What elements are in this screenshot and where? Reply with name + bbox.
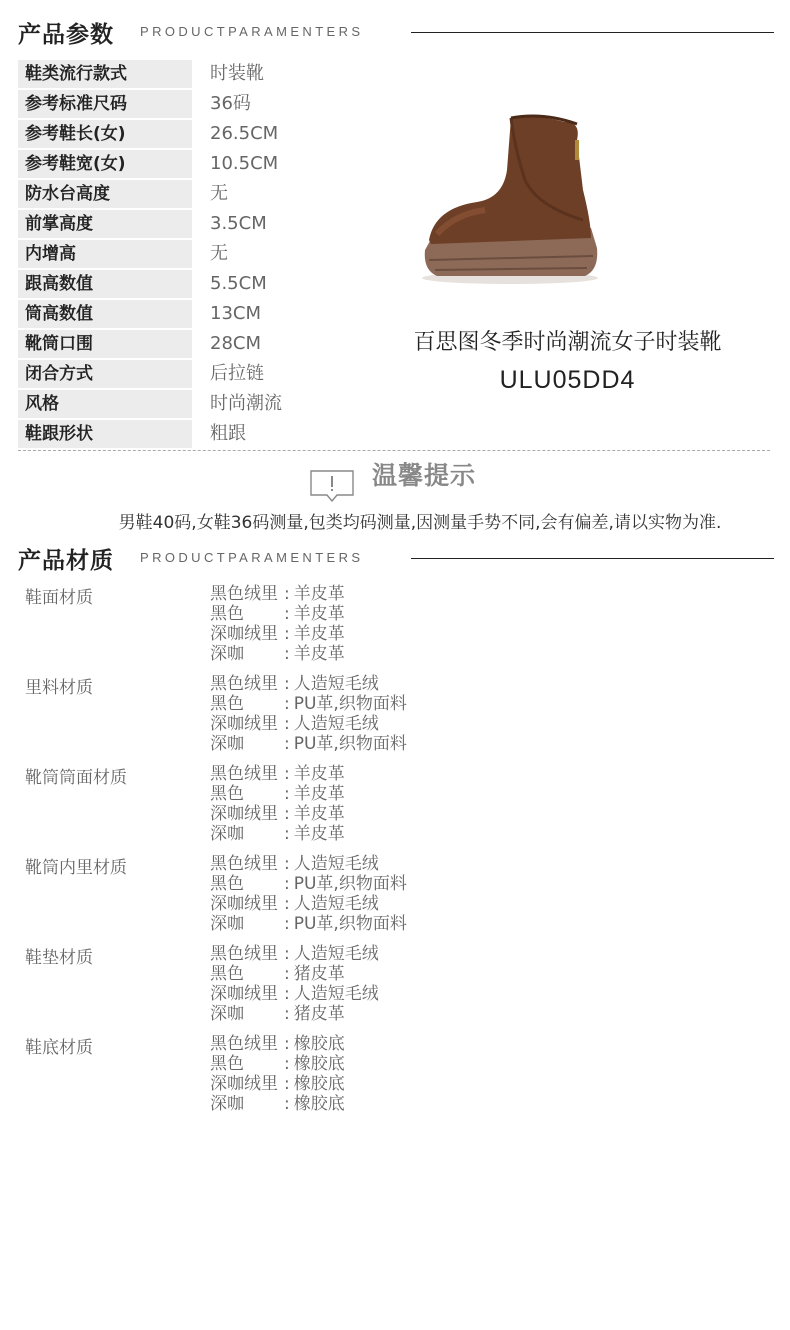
material-separator: : [284, 894, 290, 914]
material-separator: : [284, 764, 290, 784]
material-value: 橡胶底 [293, 1074, 345, 1094]
material-value: PU革,织物面料 [293, 694, 407, 714]
param-label: 闭合方式 [18, 360, 192, 388]
material-value: 羊皮革 [293, 604, 345, 624]
material-color: 深咖绒里 [210, 984, 278, 1004]
param-value: 28CM [210, 333, 262, 354]
material-value: 羊皮革 [293, 784, 345, 804]
notice-title: 温馨提示 [372, 461, 477, 490]
material-value: PU革,织物面料 [293, 914, 407, 934]
param-value: 无 [210, 243, 228, 264]
param-value: 后拉链 [210, 363, 264, 384]
material-label: 鞋底材质 [25, 1038, 93, 1058]
param-row [18, 270, 418, 298]
material-color: 深咖 [210, 644, 244, 664]
param-label: 风格 [18, 390, 192, 418]
material-color: 深咖绒里 [210, 714, 278, 734]
section-divider [411, 32, 774, 33]
material-line [210, 1094, 345, 1114]
param-value: 无 [210, 183, 228, 204]
material-line [210, 784, 345, 804]
material-value: 羊皮革 [293, 584, 345, 604]
section-title: 产品参数 [18, 22, 114, 48]
param-row [18, 240, 418, 268]
material-value: 人造短毛绒 [293, 674, 379, 694]
product-code: ULU05DD4 [499, 366, 636, 394]
param-label: 鞋跟形状 [18, 420, 192, 448]
material-color: 深咖 [210, 914, 244, 934]
material-separator: : [284, 804, 290, 824]
param-row [18, 180, 418, 208]
param-row [18, 120, 418, 148]
param-label: 内增高 [18, 240, 192, 268]
material-color: 黑色绒里 [210, 674, 278, 694]
material-line [210, 584, 345, 604]
section-header-params [0, 8, 790, 48]
material-line [210, 1004, 345, 1024]
material-line [210, 674, 379, 694]
param-label: 筒高数值 [18, 300, 192, 328]
material-value: PU革,织物面料 [293, 874, 407, 894]
param-value: 26.5CM [210, 123, 279, 144]
product-name: 百思图冬季时尚潮流女子时装靴 [413, 329, 722, 354]
param-row [18, 390, 418, 418]
material-color: 黑色绒里 [210, 944, 278, 964]
material-value: PU革,织物面料 [293, 734, 407, 754]
material-color: 深咖绒里 [210, 624, 278, 644]
material-color: 黑色 [210, 874, 244, 894]
material-line [210, 764, 345, 784]
param-label: 参考鞋长(女) [18, 120, 192, 148]
material-line [210, 1074, 345, 1094]
material-color: 深咖绒里 [210, 1074, 278, 1094]
material-value: 人造短毛绒 [293, 854, 379, 874]
material-separator: : [284, 624, 290, 644]
param-label: 靴筒口围 [18, 330, 192, 358]
param-label: 参考鞋宽(女) [18, 150, 192, 178]
material-label: 靴筒筒面材质 [25, 768, 127, 788]
param-row [18, 420, 418, 448]
section-title: 产品材质 [18, 548, 114, 574]
material-color: 黑色绒里 [210, 764, 278, 784]
material-separator: : [284, 1074, 290, 1094]
param-row [18, 300, 418, 328]
material-separator: : [284, 944, 290, 964]
material-value: 羊皮革 [293, 764, 345, 784]
material-line [210, 804, 345, 824]
param-label: 参考标准尺码 [18, 90, 192, 118]
param-label: 防水台高度 [18, 180, 192, 208]
param-label: 鞋类流行款式 [18, 60, 192, 88]
material-line [210, 714, 379, 734]
material-color: 黑色绒里 [210, 1034, 278, 1054]
material-value: 羊皮革 [293, 804, 345, 824]
material-value: 人造短毛绒 [293, 984, 379, 1004]
material-line [210, 874, 407, 894]
material-line [210, 944, 379, 964]
material-label: 鞋面材质 [25, 588, 93, 608]
material-separator: : [284, 694, 290, 714]
param-row [18, 360, 418, 388]
material-value: 人造短毛绒 [293, 714, 379, 734]
material-line [210, 854, 379, 874]
param-label: 跟高数值 [18, 270, 192, 298]
material-label: 里料材质 [25, 678, 93, 698]
material-line [210, 694, 407, 714]
param-row [18, 150, 418, 178]
material-separator: : [284, 784, 290, 804]
material-line [210, 894, 379, 914]
notice-text: 男鞋40码,女鞋36码测量,包类均码测量,因测量手势不同,会有偏差,请以实物为准. [118, 513, 722, 533]
material-value: 橡胶底 [293, 1034, 345, 1054]
material-value: 猪皮革 [293, 1004, 345, 1024]
material-separator: : [284, 964, 290, 984]
section-divider [411, 558, 774, 559]
material-separator: : [284, 644, 290, 664]
material-value: 橡胶底 [293, 1094, 345, 1114]
material-separator: : [284, 1034, 290, 1054]
material-line [210, 914, 407, 934]
speech-bubble-exclamation-icon [310, 470, 354, 502]
param-row [18, 90, 418, 118]
param-label: 前掌高度 [18, 210, 192, 238]
material-line [210, 604, 345, 624]
param-row [18, 210, 418, 238]
material-value: 羊皮革 [293, 824, 345, 844]
material-line [210, 984, 379, 1004]
material-value: 羊皮革 [293, 644, 345, 664]
material-separator: : [284, 1004, 290, 1024]
param-value: 13CM [210, 303, 262, 324]
material-color: 黑色 [210, 964, 244, 984]
material-separator: : [284, 914, 290, 934]
material-color: 黑色 [210, 694, 244, 714]
material-value: 羊皮革 [293, 624, 345, 644]
material-line [210, 964, 345, 984]
material-separator: : [284, 1094, 290, 1114]
material-separator: : [284, 854, 290, 874]
material-line [210, 824, 345, 844]
material-color: 深咖 [210, 1094, 244, 1114]
material-line [210, 644, 345, 664]
param-value: 时装靴 [210, 63, 264, 84]
material-color: 黑色 [210, 1054, 244, 1074]
material-color: 深咖 [210, 824, 244, 844]
section-subtitle: PRODUCTPARAMENTERS [140, 24, 364, 39]
material-color: 深咖绒里 [210, 894, 278, 914]
param-value: 粗跟 [210, 423, 246, 444]
material-separator: : [284, 984, 290, 1004]
material-color: 深咖 [210, 734, 244, 754]
material-label: 鞋垫材质 [25, 948, 93, 968]
material-line [210, 734, 407, 754]
material-color: 黑色绒里 [210, 854, 278, 874]
material-value: 人造短毛绒 [293, 944, 379, 964]
material-separator: : [284, 1054, 290, 1074]
material-separator: : [284, 734, 290, 754]
param-value: 时尚潮流 [210, 393, 282, 414]
param-value: 36码 [210, 93, 251, 114]
material-separator: : [284, 874, 290, 894]
material-color: 黑色 [210, 604, 244, 624]
material-label: 靴筒内里材质 [25, 858, 127, 878]
brown-ankle-boot-image [415, 110, 605, 290]
param-row [18, 330, 418, 358]
material-separator: : [284, 584, 290, 604]
dashed-divider [18, 450, 770, 451]
material-line [210, 1034, 345, 1054]
material-color: 黑色 [210, 784, 244, 804]
material-color: 深咖 [210, 1004, 244, 1024]
material-separator: : [284, 824, 290, 844]
material-value: 猪皮革 [293, 964, 345, 984]
material-value: 橡胶底 [293, 1054, 345, 1074]
param-value: 3.5CM [210, 213, 267, 234]
material-color: 黑色绒里 [210, 584, 278, 604]
material-separator: : [284, 604, 290, 624]
param-value: 10.5CM [210, 153, 279, 174]
material-value: 人造短毛绒 [293, 894, 379, 914]
section-subtitle: PRODUCTPARAMENTERS [140, 550, 364, 565]
material-separator: : [284, 714, 290, 734]
material-line [210, 1054, 345, 1074]
param-value: 5.5CM [210, 273, 267, 294]
param-row [18, 60, 418, 88]
section-header-materials [0, 534, 790, 574]
material-color: 深咖绒里 [210, 804, 278, 824]
material-separator: : [284, 674, 290, 694]
material-line [210, 624, 345, 644]
